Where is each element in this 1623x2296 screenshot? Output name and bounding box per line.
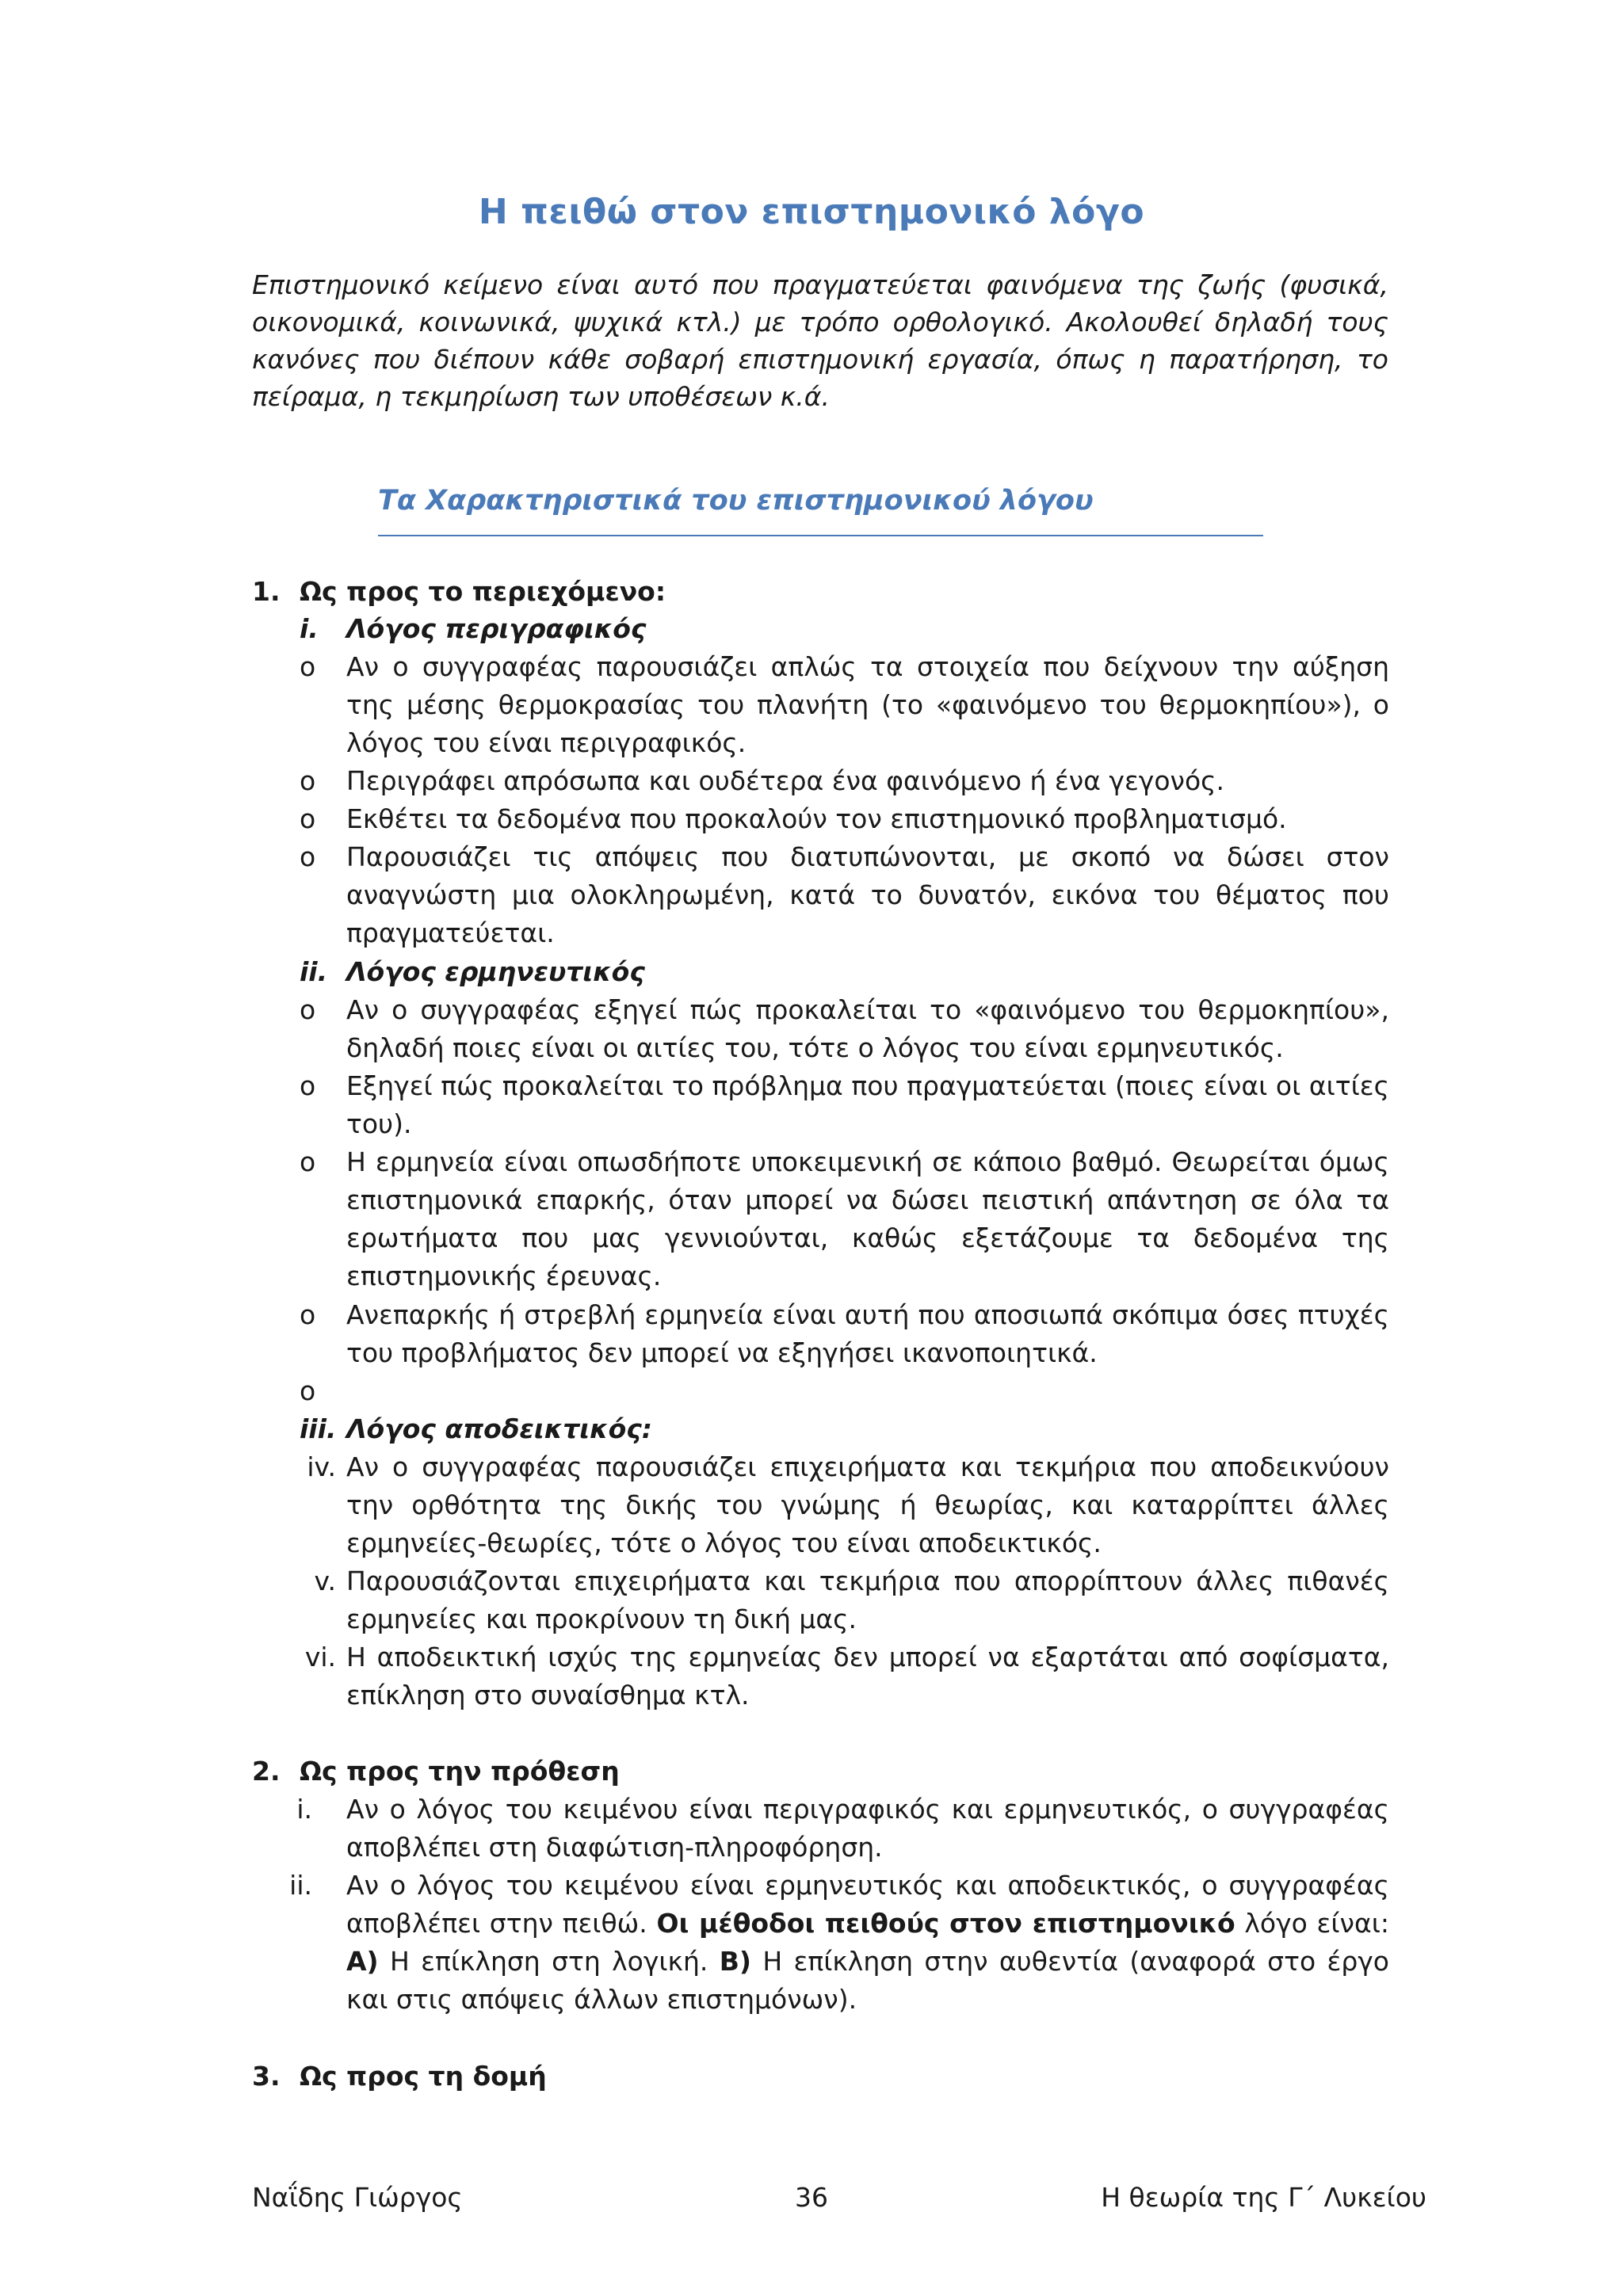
- bullet-text: Η ερμηνεία είναι οπωσδήποτε υποκειμενική σε κάποιο βαθμό. Θεωρείται όμως επιστημονικά επαρκής, όταν μπορεί να δώσει πειστική απάντηση σε όλα τα ερωτήματα που μας γεννιούνται, καθώς εξετάζουμε τα δεδομένα της επιστημονικής έρευνας.: [346, 1146, 1389, 1291]
- section-1-number: 1.: [252, 576, 281, 607]
- subtitle-underline: [378, 535, 1263, 536]
- bullet-mark: o: [300, 803, 316, 834]
- bullet-mark: o: [300, 1146, 316, 1177]
- section-1-heading: Ως προς το περιεχόμενο:: [300, 576, 666, 607]
- bullet-mark: o: [300, 1070, 316, 1101]
- roman-mark: i.: [296, 1794, 312, 1825]
- bullet-mark: o: [300, 994, 316, 1025]
- subheading-i-label: Λόγος περιγραφικός: [346, 613, 647, 644]
- bullet-text: Εκθέτει τα δεδομένα που προκαλούν τον επιστημονικό προβληματισμό.: [346, 803, 1287, 834]
- section-3-heading: Ως προς τη δομή: [300, 2061, 547, 2092]
- subheading-ii-mark: ii.: [300, 956, 328, 987]
- bold-label-a: Α): [346, 1946, 379, 1977]
- roman-mark: ii.: [289, 1870, 312, 1901]
- roman-mark: iv.: [307, 1451, 336, 1482]
- bullet-text: Παρουσιάζει τις απόψεις που διατυπώνονται, με σκοπό να δώσει στον αναγνώστη μια ολοκληρωμένη, κατά το δυνατόν, εικόνα του θέματος που πραγματεύεται.: [346, 841, 1389, 948]
- bullet-text: Περιγράφει απρόσωπα και ουδέτερα ένα φαινόμενο ή ένα γεγονός.: [346, 765, 1224, 796]
- subheading-ii-label: Λόγος ερμηνευτικός: [346, 956, 645, 987]
- page-title: Η πειθώ στον επιστημονικό λόγο: [478, 192, 1145, 232]
- bullet-mark: o: [300, 1299, 316, 1330]
- roman-mark: v.: [314, 1566, 336, 1596]
- bullet-mark: o: [300, 841, 316, 872]
- section-3-number: 3.: [252, 2061, 281, 2092]
- empty-bullet-mark: o: [300, 1375, 316, 1406]
- roman-item-text: Παρουσιάζονται επιχειρήματα και τεκμήρια που απορρίπτουν άλλες πιθανές ερμηνείες και προκρίνουν τη δική μας.: [346, 1566, 1389, 1634]
- bullet-mark: o: [300, 651, 316, 682]
- footer-book-title: Η θεωρία της Γ΄ Λυκείου: [1101, 2182, 1426, 2213]
- footer-page-number: 36: [795, 2182, 828, 2213]
- bold-phrase: Οι μέθοδοι πειθούς στον επιστημονικό: [656, 1908, 1235, 1939]
- roman-item-text: Αν ο συγγραφέας παρουσιάζει επιχειρήματα και τεκμήρια που αποδεικνύουν την ορθότητα της δικής του γνώμης ή θεωρίας, και καταρρίπτει άλλες ερμηνείες-θεωρίες, τότε ο λόγος του είναι αποδεικτικός.: [346, 1451, 1389, 1558]
- bullet-text: Ανεπαρκής ή στρεβλή ερμηνεία είναι αυτή που αποσιωπά σκόπιμα όσες πτυχές του προβλήματος δεν μπορεί να εξηγήσει ικανοποιητικά.: [346, 1299, 1389, 1368]
- section-2-number: 2.: [252, 1756, 281, 1787]
- section-2-heading: Ως προς την πρόθεση: [300, 1756, 620, 1787]
- roman-mark: vi.: [304, 1642, 336, 1672]
- intro-paragraph: Επιστημονικό κείμενο είναι αυτό που πραγματεύεται φαινόμενα της ζωής (φυσικά, οικονομικά, κοινωνικά, ψυχικά κτλ.) με τρόπο ορθολογικό. Ακολουθεί δηλαδή τους κανόνες που διέπουν κάθε σοβαρή επιστημονική εργασία, όπως η παρατήρηση, το πείραμα, η τεκμηρίωση των υποθέσεων κ.ά.: [252, 269, 1388, 412]
- bullet-text: Αν ο συγγραφέας παρουσιάζει απλώς τα στοιχεία που δείχνουν την αύξηση της μέσης θερμοκρασίας του πλανήτη (το «φαινόμενο του θερμοκηπίου»), ο λόγος του είναι περιγραφικός.: [346, 651, 1389, 758]
- subheading-iii-label: Λόγος αποδεικτικός:: [346, 1413, 652, 1444]
- roman-item-text: Αν ο λόγος του κειμένου είναι ερμηνευτικός και αποδεικτικός, ο συγγραφέας αποβλέπει στην πειθώ. Οι μέθοδοι πειθούς στον επιστημονικό λόγο είναι: Α) Η επίκληση στη λογική. Β) Η επίκληση στην αυθεντία (αναφορά στο έργο και στις απόψεις άλλων επιστημόνων).: [346, 1870, 1389, 2015]
- bold-label-b: Β): [719, 1946, 751, 1977]
- bullet-mark: o: [300, 765, 316, 796]
- subheading-iii-mark: iii.: [300, 1413, 337, 1444]
- bullet-text: Εξηγεί πώς προκαλείται το πρόβλημα που πραγματεύεται (ποιες είναι οι αιτίες του).: [346, 1070, 1389, 1139]
- roman-item-text: Η αποδεικτική ισχύς της ερμηνείας δεν μπορεί να εξαρτάται από σοφίσματα, επίκληση στο συναίσθημα κτλ.: [346, 1642, 1389, 1711]
- subheading-i-mark: i.: [300, 613, 319, 644]
- section-subtitle: Τα Χαρακτηριστικά του επιστημονικού λόγου: [378, 485, 1094, 517]
- roman-item-text: Αν ο λόγος του κειμένου είναι περιγραφικός και ερμηνευτικός, ο συγγραφέας αποβλέπει στη διαφώτιση-πληροφόρηση.: [346, 1794, 1389, 1863]
- bullet-text: Αν ο συγγραφέας εξηγεί πώς προκαλείται το «φαινόμενο του θερμοκηπίου», δηλαδή ποιες είναι οι αιτίες του, τότε ο λόγος του είναι ερμηνευτικός.: [346, 994, 1389, 1063]
- footer-author: Ναΐδης Γιώργος: [252, 2182, 463, 2213]
